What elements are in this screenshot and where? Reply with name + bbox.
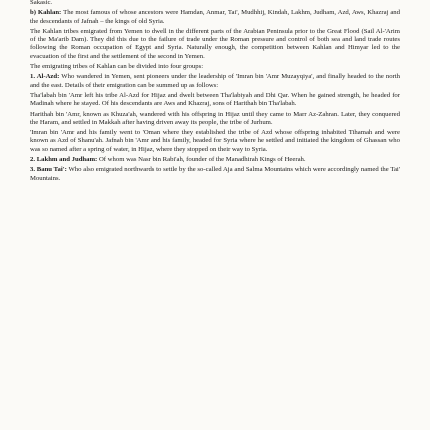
text-banu-tai: Who also emigrated northwards to settle by the so-called Aja and Salma Mountains which were accordingly named the Tai' Mountains. (30, 166, 400, 182)
paragraph-four-groups: The emigrating tribes of Kahlan can be divided into four groups: (30, 62, 204, 70)
text-lakhm-judham: Of whom was Nasr bin Rabi'ah, founder of the Manadhirah Kings of Heerah. (97, 155, 306, 163)
heading-banu-tai: 3. Banu Tai': (30, 166, 67, 174)
paragraph-lakhm-judham (30, 156, 400, 164)
paragraph-thalabah: Tha'labah bin 'Amr left his tribe Al-Azd for Hijaz and dwelt between Tha'labiyah and Dhi Qar. When he gained strength, he headed for Madinah where he stayed. Of his descendants are Aws and Khazraj, sons of Harithah bin Tha'labah. (30, 91, 400, 108)
heading-kahlan: b) Kahlan: (30, 9, 62, 17)
paragraph-banu-tai (30, 166, 400, 182)
text-kahlan: The most famous of whose ancestors were Hamdan, Anmar, Tai', Mudhhij, Kindah, Lakhm, Judham, Azd, Aws, Khazraj and the descendants of Jafnah – the kings of old Syria. (30, 9, 400, 25)
paragraph-kahlan-emigration: The Kahlan tribes emigrated from Yemen to dwell in the different parts of the Arabian Peninsula prior to the Great Flood (Sail Al-'Arim of the Ma'arib Dam). They did this due to the failure of trade under the Roman pressure and control of both sea and land trade routes following the Roman occupation of Egypt and Syria. Naturally enough, the competition between Kahlan and Himyar led to the evacuation of the first and the settlement of the second in Yemen. (30, 27, 400, 60)
paragraph-sakasic: Sakasic. (30, 0, 53, 6)
paragraph-al-azd (30, 73, 400, 89)
heading-al-azd: 1. Al-Azd: (30, 73, 60, 81)
text-al-azd: Who wandered in Yemen, sent pioneers under the leadership of 'Imran bin 'Amr Muzayqiya', and finally headed to the north and the east. Details of their emigration can be summed up as follows: (30, 73, 400, 89)
paragraph-kahlan (30, 9, 400, 25)
heading-lakhm-judham: 2. Lakhm and Judham: (30, 155, 98, 163)
paragraph-imran: 'Imran bin 'Amr and his family went to 'Oman where they established the tribe of Azd whose offspring inhabited Tihamah and were known as Azd of Shanu'ah. Jafnah bin 'Amr and his family, headed for Syria where he settled and initiated the kingdom of Ghassan who was so named after a spring of water, in Hijaz, where they stopped on their way to Syria. (30, 129, 400, 153)
paragraph-harithah: Harithah bin 'Amr, known as Khuza'ah, wandered with his offspring in Hijaz until they came to Marr Az-Zahran. Later, they conquered the Haram, and settled in Makkah after having driven away its people, the tribe of Jurhum. (30, 110, 400, 126)
